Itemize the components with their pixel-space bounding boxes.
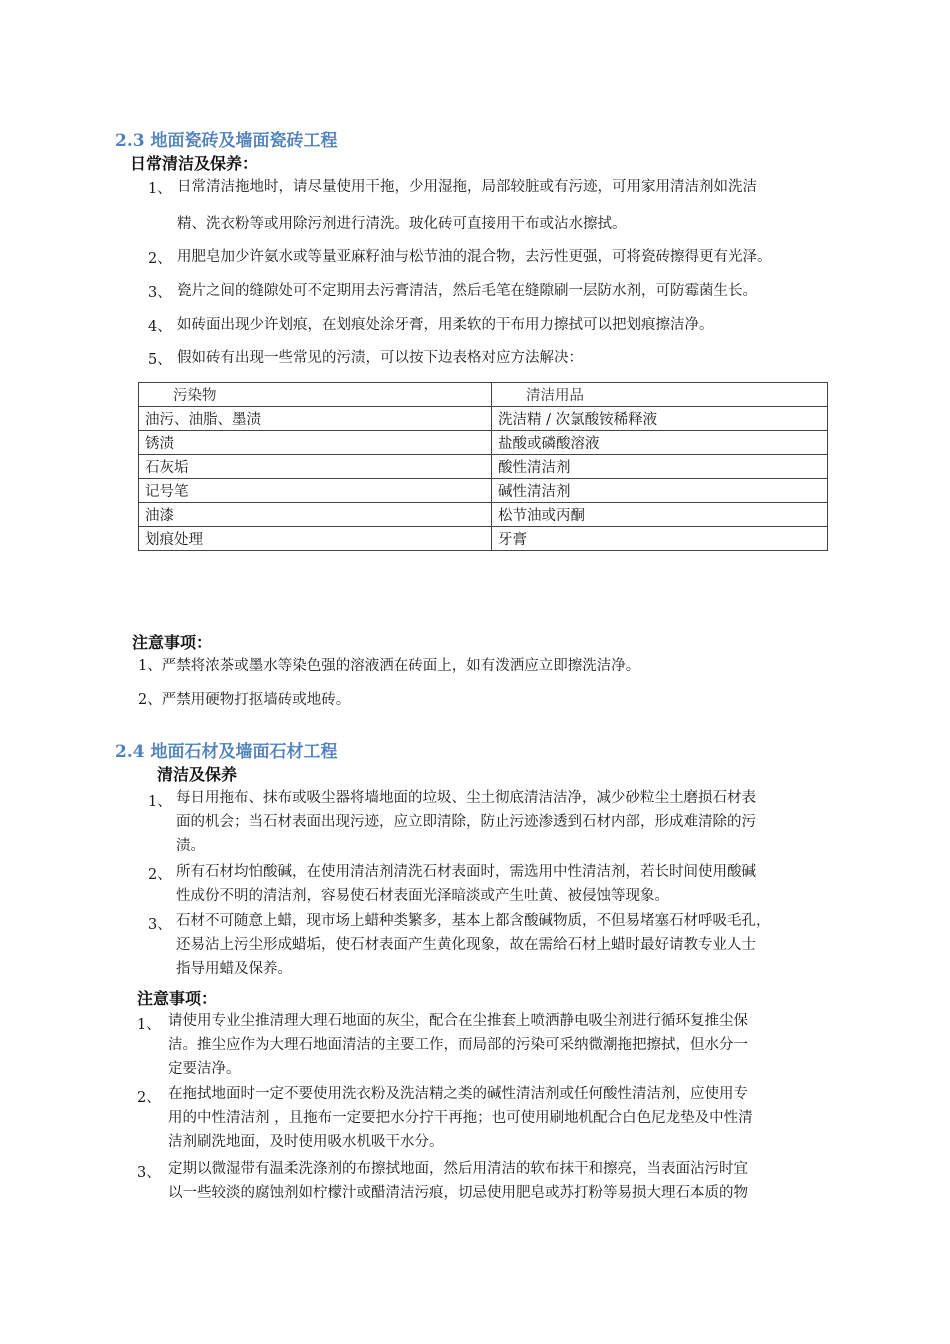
table-cell: 油污、油脂、墨渍 xyxy=(139,407,492,431)
note-text: 1、严禁将浓茶或墨水等染色强的溶液洒在砖面上，如有泼洒应立即擦洗洁净。 xyxy=(138,658,641,674)
section-2-4-title: 2.4 地面石材及墙面石材工程 xyxy=(115,742,338,762)
table-row xyxy=(139,407,828,431)
stain-cleaning-table xyxy=(138,382,828,551)
table-cell: 记号笔 xyxy=(139,479,492,503)
list-item-text: 定期以微湿带有温柔洗涤剂的布擦拭地面，然后用清洁的软布抹干和擦亮，当表面沾污时宜 xyxy=(168,1161,748,1177)
list-item-text: 假如砖有出现一些常见的污渍，可以按下边表格对应方法解决： xyxy=(177,350,583,366)
table-cell: 洗洁精 / 次氯酸铵稀释液 xyxy=(492,407,828,431)
list-item-text: 在拖拭地面时一定不要使用洗衣粉及洗洁精之类的碱性清洁剂或任何酸性清洁剂，应使用专 xyxy=(168,1086,748,1102)
note-text: 2、严禁用硬物打抠墙砖或地砖。 xyxy=(138,692,351,708)
table-row xyxy=(139,503,828,527)
table-cell: 锈渍 xyxy=(139,431,492,455)
section-2-3-title: 2.3 地面瓷砖及墙面瓷砖工程 xyxy=(115,131,338,151)
list-item-text: 面的机会；当石材表面出现污迹，应立即清除，防止污迹渗透到石材内部，形成难清除的污 xyxy=(176,814,756,830)
list-item-text: 如砖面出现少许划痕，在划痕处涂牙膏，用柔软的干布用力擦拭可以把划痕擦洁净。 xyxy=(177,317,714,333)
table-cell: 划痕处理 xyxy=(139,527,492,551)
list-item-text: 日常清洁拖地时，请尽量使用干拖，少用湿拖，局部较脏或有污迹，可用家用清洁剂如洗洁 xyxy=(177,179,757,195)
section-2-4-notes-title: 注意事项： xyxy=(137,989,218,1008)
list-item-text: 石材不可随意上蜡，现市场上蜡种类繁多，基本上都含酸碱物质，不但易堵塞石材呼吸毛孔， xyxy=(176,913,771,929)
table-row xyxy=(139,479,828,503)
list-number: 2、 xyxy=(148,251,172,267)
list-number: 1、 xyxy=(148,181,172,197)
list-item-text: 以一些较淡的腐蚀剂如柠檬汁或醋清洁污痕，切忌使用肥皂或苏打粉等易损大理石本质的物 xyxy=(168,1185,748,1201)
list-number: 1、 xyxy=(137,1017,161,1033)
list-item-text: 瓷片之间的缝隙处可不定期用去污膏清洁，然后毛笔在缝隙刷一层防水剂，可防霉菌生长。 xyxy=(177,283,757,299)
section-2-3-notes-title: 注意事项： xyxy=(132,633,213,652)
table-row xyxy=(139,527,828,551)
list-number: 1、 xyxy=(148,794,172,810)
list-number: 5、 xyxy=(148,352,172,368)
list-item-text: 用肥皂加少许氨水或等量亚麻籽油与松节油的混合物，去污性更强，可将瓷砖擦得更有光泽。 xyxy=(177,249,772,265)
section-2-3-subtitle: 日常清洁及保养： xyxy=(130,154,259,173)
list-item-text: 每日用拖布、抹布或吸尘器将墙地面的垃圾、尘土彻底清洁洁净，减少砂粒尘土磨损石材表 xyxy=(176,790,756,806)
list-number: 2、 xyxy=(137,1090,161,1106)
section-2-4-subtitle: 清洁及保养 xyxy=(157,765,238,784)
list-item-text: 精、洗衣粉等或用除污剂进行清洗。玻化砖可直接用干布或沾水擦拭。 xyxy=(177,216,627,232)
list-number: 3、 xyxy=(148,917,172,933)
table-cell: 酸性清洁剂 xyxy=(492,455,828,479)
table-header-row xyxy=(139,383,828,407)
table-row xyxy=(139,455,828,479)
table-cell: 松节油或丙酮 xyxy=(492,503,828,527)
table-header-cell: 清洁用品 xyxy=(492,383,828,407)
list-number: 4、 xyxy=(148,319,172,335)
list-number: 2、 xyxy=(148,867,172,883)
table-cell: 碱性清洁剂 xyxy=(492,479,828,503)
table-cell: 油漆 xyxy=(139,503,492,527)
list-item-text: 洁剂刷洗地面，及时使用吸水机吸干水分。 xyxy=(168,1134,444,1150)
list-item-text: 洁。推尘应作为大理石地面清洁的主要工作，而局部的污染可采纳微潮拖把擦拭，但水分一 xyxy=(168,1037,748,1053)
list-item-text: 定要洁净。 xyxy=(168,1061,241,1077)
list-item-text: 渍。 xyxy=(176,838,205,854)
list-item-text: 还易沾上污尘形成蜡垢，使石材表面产生黄化现象，故在需给石材上蜡时最好请教专业人士 xyxy=(176,937,756,953)
table-header-cell: 污染物 xyxy=(139,383,492,407)
list-number: 3、 xyxy=(137,1165,161,1181)
table-cell: 盐酸或磷酸溶液 xyxy=(492,431,828,455)
list-number: 3、 xyxy=(148,285,172,301)
table-cell: 牙膏 xyxy=(492,527,828,551)
list-item-text: 用的中性清洁剂 ，且拖布一定要把水分拧干再拖；也可使用刷地机配合白色尼龙垫及中性清 xyxy=(168,1110,753,1126)
list-item-text: 所有石材均怕酸碱，在使用清洁剂清洗石材表面时，需选用中性清洁剂，若长时间使用酸碱 xyxy=(176,864,756,880)
list-item-text: 请使用专业尘推清理大理石地面的灰尘，配合在尘推套上喷洒静电吸尘剂进行循环复推尘保 xyxy=(168,1013,748,1029)
table-cell: 石灰垢 xyxy=(139,455,492,479)
table-row xyxy=(139,431,828,455)
list-item-text: 性成份不明的清洁剂，容易使石材表面光泽暗淡或产生吐黄、被侵蚀等现象。 xyxy=(176,888,669,904)
list-item-text: 指导用蜡及保养。 xyxy=(176,961,292,977)
